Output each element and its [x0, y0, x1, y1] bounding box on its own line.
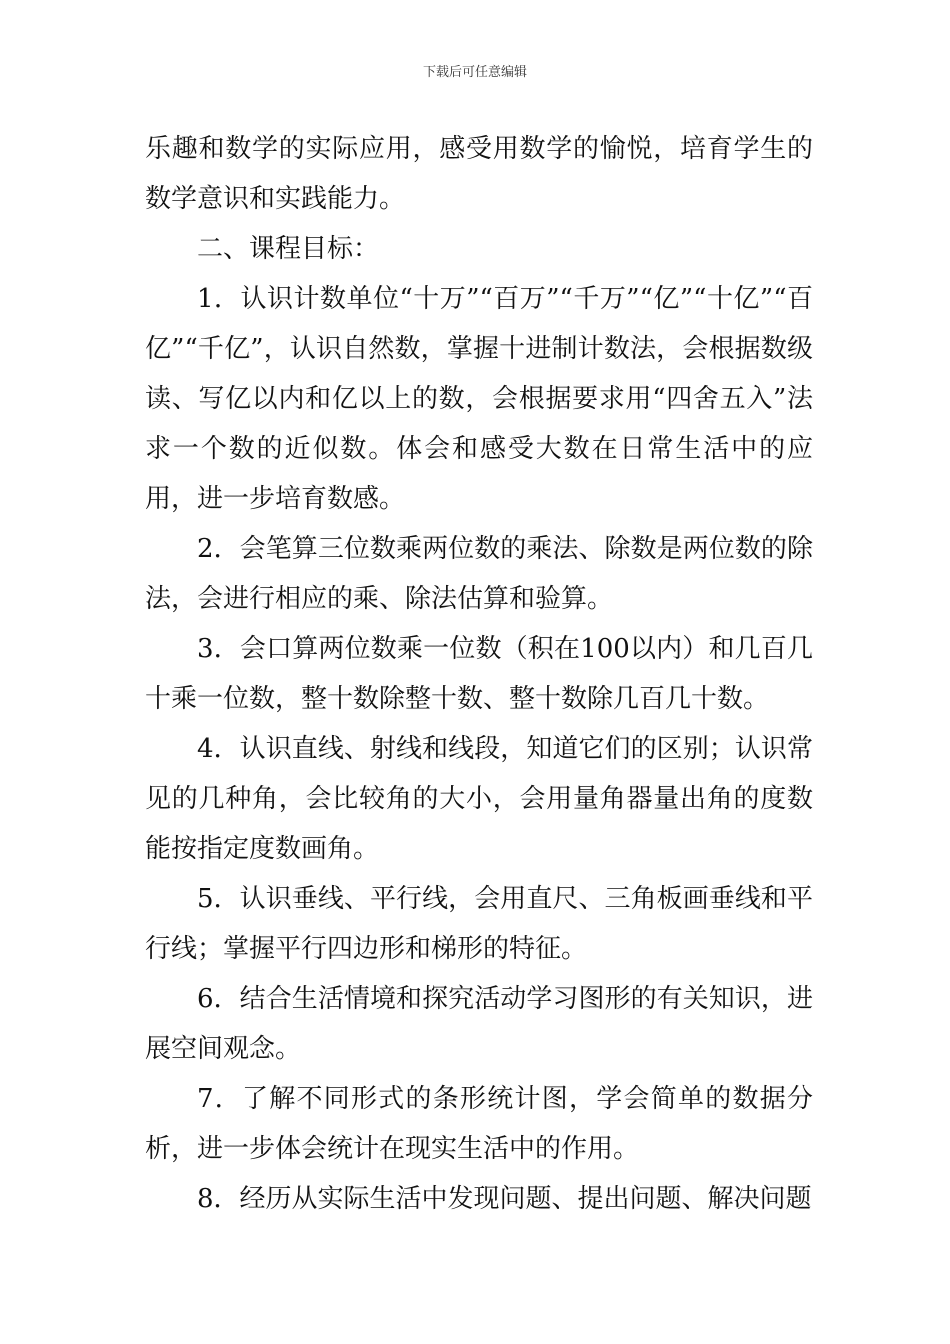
- page-header: 下载后可任意编辑: [422, 65, 527, 80]
- goal-item-4: 4．认识直线、射线和线段，知道它们的区别；认识常见的几种角，会比较角的大小，会用量角器量出角的度数能按指定度数画角。: [145, 734, 813, 864]
- section-heading-course-goals: 二、课程目标：: [197, 234, 380, 264]
- paragraph-intro-continuation: 乐趣和数学的实际应用，感受用数学的愉悦，培育学生的数学意识和实践能力。: [145, 134, 813, 214]
- goal-item-5: 5．认识垂线、平行线，会用直尺、三角板画垂线和平行线；掌握平行四边形和梯形的特征。: [145, 884, 813, 964]
- document-body: [145, 124, 813, 1224]
- goal-item-7: 7．了解不同形式的条形统计图，学会简单的数据分析，进一步体会统计在现实生活中的作用。: [145, 1084, 813, 1164]
- goal-item-2: 2．会笔算三位数乘两位数的乘法、除数是两位数的除法，会进行相应的乘、除法估算和验算。: [145, 534, 813, 614]
- goal-item-1: 1．认识计数单位“十万”“百万”“千万”“亿”“十亿”“百亿”“千亿”，认识自然数，掌握十进制计数法，会根据数级读、写亿以内和亿以上的数，会根据要求用“四舍五入”法求一个数的近似数。体会和感受大数在日常生活中的应用，进一步培育数感。: [145, 284, 813, 514]
- goal-item-3: 3．会口算两位数乘一位数（积在100以内）和几百几十乘一位数，整十数除整十数、整十数除几百几十数。: [145, 634, 813, 714]
- goal-item-8: 8．经历从实际生活中发现问题、提出问题、解决问题: [197, 1184, 812, 1214]
- goal-item-6: 6．结合生活情境和探究活动学习图形的有关知识，进展空间观念。: [145, 984, 813, 1064]
